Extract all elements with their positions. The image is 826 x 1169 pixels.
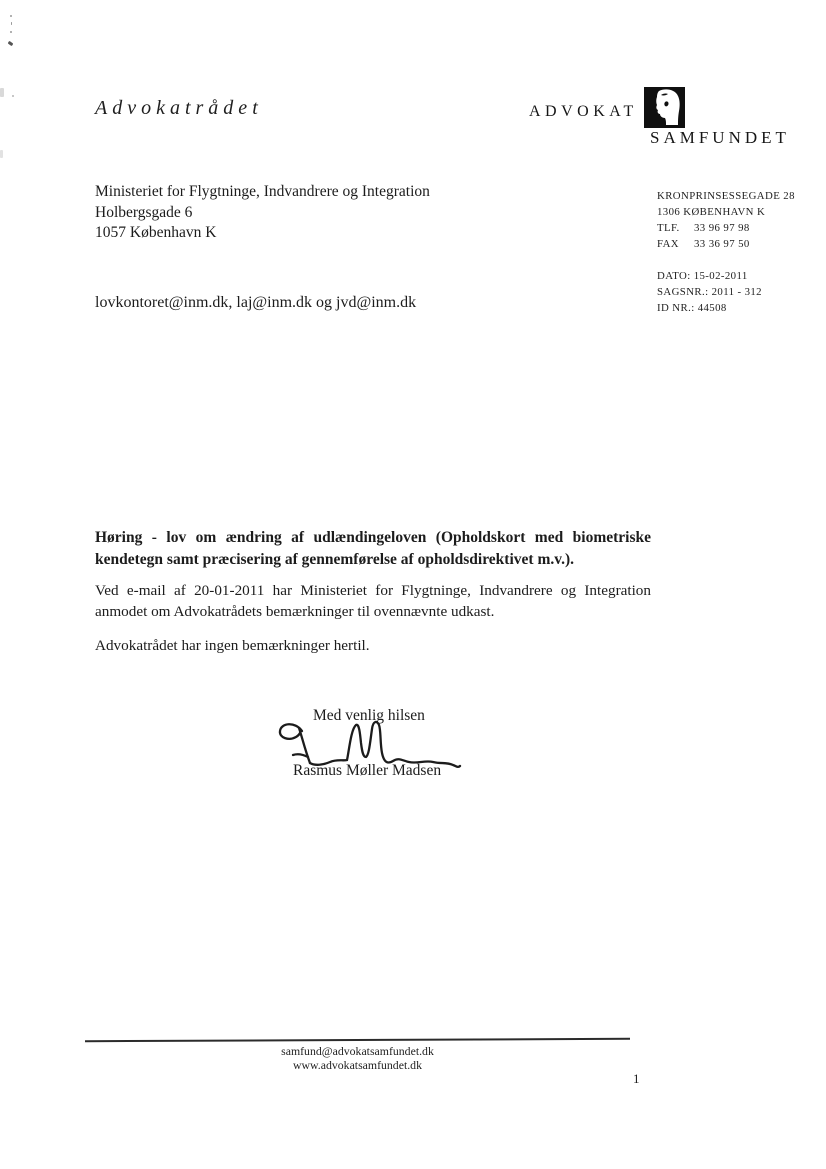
signer-name: Rasmus Møller Madsen [293,762,442,779]
phone-label: TLF. [657,222,680,234]
footer-rule [85,1038,630,1042]
recipient-line: Holbergsgade 6 [95,203,193,221]
logo-text-advokat: ADVOKAT [529,103,638,120]
sender-street: KRONPRINSESSEGADE 28 [657,190,795,202]
body-paragraph-2: Advokatrådet har ingen bemærkninger hertil. [95,637,370,654]
id-number: ID NR.: 44508 [657,302,727,314]
sender-phone [657,220,795,236]
scan-artifact [12,95,14,97]
sender-name: Advokatrådet [95,97,263,119]
fax-number: 33 36 97 50 [694,238,750,250]
footer-email: samfund@advokatsamfundet.dk [281,1044,434,1058]
recipient-line: 1057 København K [95,224,217,241]
fax-label: FAX [657,238,679,250]
phone-number: 33 96 97 98 [694,222,750,234]
subject-line: kendetegn samt præcisering af gennemførelse af opholdsdirektivet m.v.). [95,551,575,568]
body-line: Ved e-mail af 20-01-2011 har Ministeriet for Flygtninge, Indvandrere og Integration [95,582,651,599]
letter-meta-block [657,268,762,316]
letter-date: DATO: 15-02-2011 [657,270,748,282]
page-number: 1 [633,1071,640,1086]
footer-contact [85,1044,630,1072]
scan-artifact [10,15,12,17]
sender-city: 1306 KØBENHAVN K [657,206,766,218]
scan-artifact [11,22,12,25]
scan-artifact [0,88,4,97]
footer-website: www.advokatsamfundet.dk [293,1058,422,1072]
recipient-line: Ministeriet for Flygtninge, Indvandrere og Integration [95,183,430,200]
body-line: anmodet om Advokatrådets bemærkninger til ovennævnte udkast. [95,603,495,620]
scan-artifact [10,31,12,33]
sender-fax [657,236,795,252]
subject-line: Høring - lov om ændring af udlændingeloven (Opholdskort med biometriske [95,529,651,546]
body-paragraph-1 [95,580,651,622]
classical-head-icon [644,87,685,128]
sender-contact-block [657,188,795,252]
logo-text-samfundet: SAMFUNDET [650,128,790,147]
addressee-emails: lovkontoret@inm.dk, laj@inm.dk og jvd@inm.dk [95,294,417,311]
recipient-address [95,182,430,244]
subject-heading [95,527,651,571]
salutation: Med venlig hilsen [313,707,425,724]
scan-artifact [0,150,3,158]
scan-artifact [8,41,14,46]
case-number: SAGSNR.: 2011 - 312 [657,286,762,298]
